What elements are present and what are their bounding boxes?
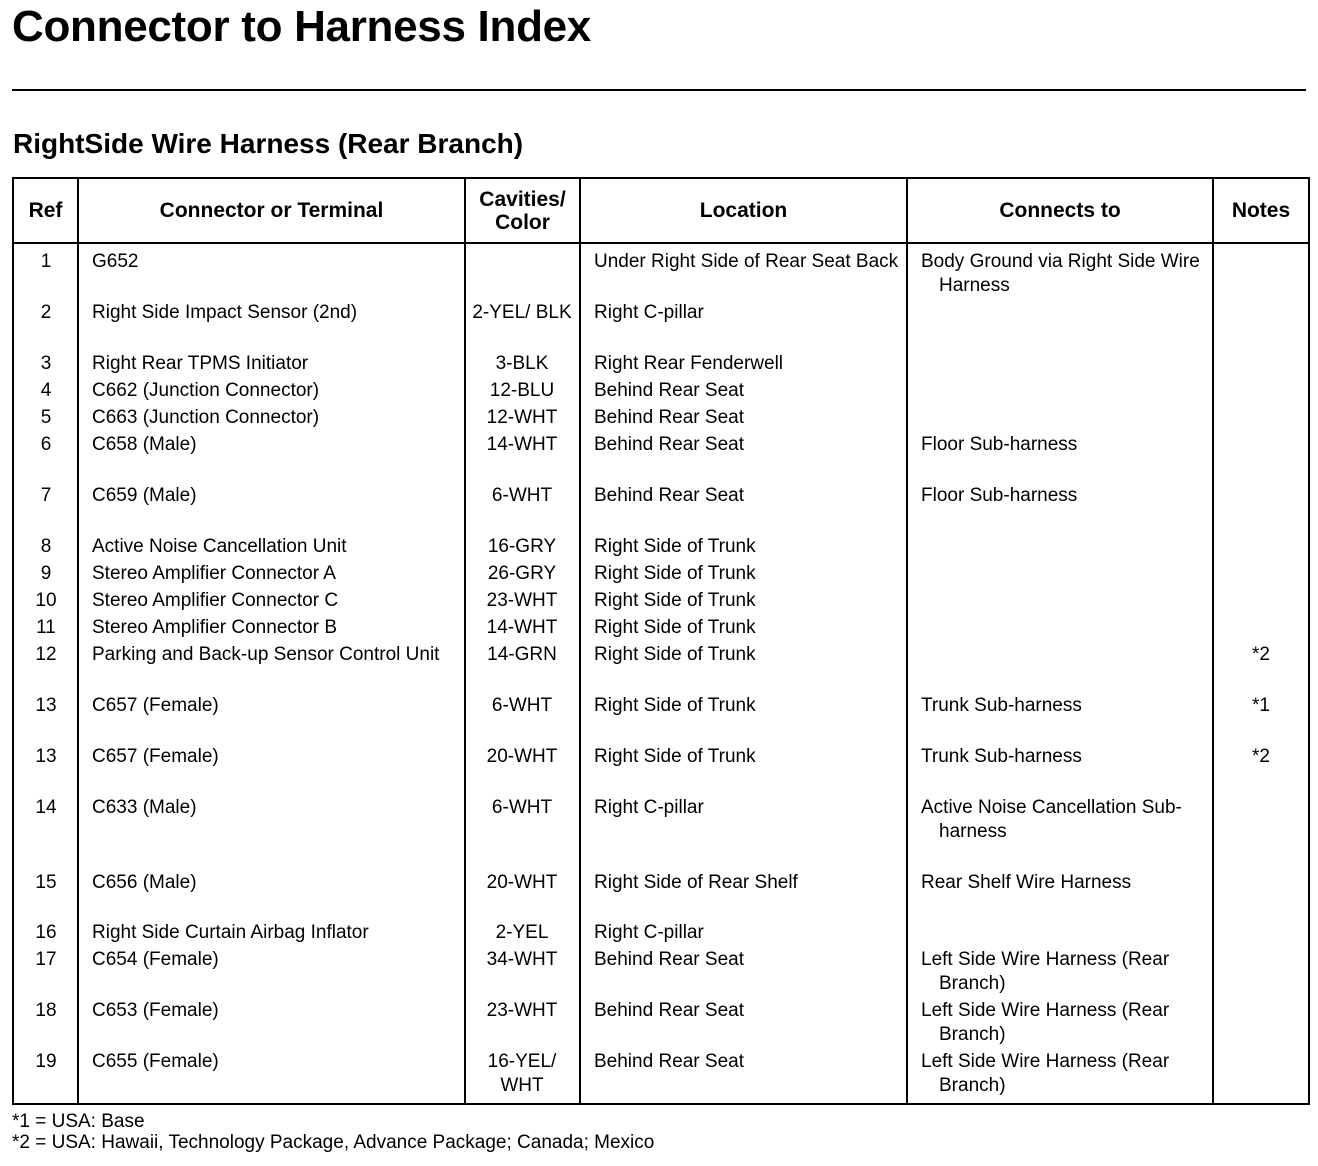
cell-cavities: 20-WHT bbox=[486, 872, 558, 893]
cell-connector: C654 (Female) bbox=[92, 949, 219, 970]
cell-connects-to: Active Noise Cancellation Sub-harness bbox=[921, 797, 1182, 842]
cell-ref: 6 bbox=[40, 434, 52, 455]
cell-ref: 11 bbox=[36, 617, 56, 638]
cell-notes: *1 bbox=[1252, 695, 1270, 716]
cell-ref: 9 bbox=[40, 563, 52, 584]
cell-connector: C659 (Male) bbox=[92, 485, 197, 506]
cell-ref: 5 bbox=[40, 407, 52, 428]
cell-cavities: 14-WHT bbox=[486, 617, 558, 638]
cell-location: Right Side of Trunk bbox=[594, 563, 756, 584]
header-connector: Connector or Terminal bbox=[159, 199, 384, 222]
cell-location: Right C-pillar bbox=[594, 797, 704, 818]
cell-location: Right Side of Rear Shelf bbox=[594, 872, 798, 893]
cell-location: Right Rear Fenderwell bbox=[594, 353, 784, 374]
cell-ref: 17 bbox=[35, 949, 57, 970]
cell-connector: C658 (Male) bbox=[92, 434, 197, 455]
cell-connector: Parking and Back-up Sensor Control Unit bbox=[92, 644, 440, 665]
header-ref: Ref bbox=[28, 199, 63, 222]
cell-notes: *2 bbox=[1252, 746, 1270, 767]
cell-cavities: 20-WHT bbox=[486, 746, 558, 767]
cell-cavities: 12-BLU bbox=[489, 380, 555, 401]
cell-cavities: 6-WHT bbox=[491, 485, 553, 506]
cell-ref: 15 bbox=[35, 872, 57, 893]
cell-location: Behind Rear Seat bbox=[594, 1000, 744, 1021]
harness-index-table bbox=[12, 177, 1310, 1105]
cell-connects-to: Left Side Wire Harness (Rear Branch) bbox=[921, 1000, 1170, 1045]
footnote: *1 = USA: Base bbox=[12, 1111, 145, 1132]
cell-connects-to: Floor Sub-harness bbox=[921, 434, 1078, 455]
cell-location: Behind Rear Seat bbox=[594, 1051, 744, 1072]
cell-location: Right Side of Trunk bbox=[594, 695, 756, 716]
header-connects-to: Connects to bbox=[999, 199, 1121, 222]
cell-location: Behind Rear Seat bbox=[594, 380, 744, 401]
cell-ref: 18 bbox=[35, 1000, 57, 1021]
cell-connects-to: Rear Shelf Wire Harness bbox=[921, 872, 1132, 893]
cell-ref: 13 bbox=[35, 746, 57, 767]
cell-connector: Right Side Impact Sensor (2nd) bbox=[92, 302, 358, 323]
cell-cavities: 23-WHT bbox=[486, 1000, 558, 1021]
cell-ref: 12 bbox=[35, 644, 57, 665]
header-notes: Notes bbox=[1231, 199, 1291, 222]
cell-cavities: 14-GRN bbox=[487, 644, 557, 665]
cell-connector: Active Noise Cancellation Unit bbox=[92, 536, 347, 557]
cell-connects-to: Trunk Sub-harness bbox=[921, 695, 1082, 716]
cell-connects-to: Left Side Wire Harness (Rear Branch) bbox=[921, 949, 1170, 994]
page-title: Connector to Harness Index bbox=[12, 2, 591, 51]
cell-ref: 1 bbox=[40, 251, 52, 272]
header-location: Location bbox=[699, 199, 788, 222]
cell-connects-to: Trunk Sub-harness bbox=[921, 746, 1082, 767]
column-divider bbox=[579, 179, 581, 1103]
cell-location: Under Right Side of Rear Seat Back bbox=[594, 251, 899, 272]
cell-ref: 7 bbox=[40, 485, 52, 506]
cell-location: Behind Rear Seat bbox=[594, 407, 744, 428]
cell-connector: Stereo Amplifier Connector A bbox=[92, 563, 336, 584]
cell-location: Right C-pillar bbox=[594, 302, 704, 323]
cell-connects-to: Body Ground via Right Side Wire Harness bbox=[921, 251, 1200, 296]
cell-ref: 2 bbox=[40, 302, 52, 323]
cell-cavities: 2-YEL/ BLK bbox=[472, 302, 572, 323]
cell-cavities: 23-WHT bbox=[486, 590, 558, 611]
cell-connector: C656 (Male) bbox=[92, 872, 197, 893]
cell-ref: 3 bbox=[40, 353, 52, 374]
cell-cavities: 2-YEL bbox=[495, 922, 549, 943]
section-title: RightSide Wire Harness (Rear Branch) bbox=[13, 128, 524, 159]
cell-cavities: 14-WHT bbox=[486, 434, 558, 455]
cell-connects-to: Floor Sub-harness bbox=[921, 485, 1078, 506]
cell-location: Behind Rear Seat bbox=[594, 434, 744, 455]
cell-cavities: 34-WHT bbox=[486, 949, 558, 970]
cell-notes: *2 bbox=[1252, 644, 1270, 665]
cell-cavities: 26-GRY bbox=[487, 563, 557, 584]
cell-connector: Stereo Amplifier Connector C bbox=[92, 590, 339, 611]
cell-location: Right Side of Trunk bbox=[594, 746, 756, 767]
footnote: *2 = USA: Hawaii, Technology Package, Advance Package; Canada; Mexico bbox=[12, 1132, 655, 1153]
cell-location: Right C-pillar bbox=[594, 922, 704, 943]
cell-connector: Stereo Amplifier Connector B bbox=[92, 617, 338, 638]
cell-ref: 4 bbox=[40, 380, 52, 401]
cell-ref: 10 bbox=[35, 590, 57, 611]
cell-ref: 13 bbox=[35, 695, 57, 716]
cell-location: Right Side of Trunk bbox=[594, 536, 756, 557]
cell-cavities: 16-GRY bbox=[487, 536, 557, 557]
cell-connector: C655 (Female) bbox=[92, 1051, 219, 1072]
cell-connector: C657 (Female) bbox=[92, 695, 219, 716]
cell-location: Right Side of Trunk bbox=[594, 590, 756, 611]
cell-connector: Right Side Curtain Airbag Inflator bbox=[92, 922, 369, 943]
cell-ref: 8 bbox=[40, 536, 52, 557]
cell-location: Behind Rear Seat bbox=[594, 485, 744, 506]
cell-location: Behind Rear Seat bbox=[594, 949, 744, 970]
cell-cavities: 6-WHT bbox=[491, 797, 553, 818]
cell-connector: C653 (Female) bbox=[92, 1000, 219, 1021]
cell-ref: 16 bbox=[35, 922, 57, 943]
cell-connector: G652 bbox=[92, 251, 139, 272]
cell-connector: C657 (Female) bbox=[92, 746, 219, 767]
cell-cavities: 3-BLK bbox=[495, 353, 549, 374]
cell-location: Right Side of Trunk bbox=[594, 644, 756, 665]
cell-connects-to: Left Side Wire Harness (Rear Branch) bbox=[921, 1051, 1170, 1096]
cell-connector: C662 (Junction Connector) bbox=[92, 380, 320, 401]
cell-cavities: 12-WHT bbox=[486, 407, 558, 428]
cell-ref: 19 bbox=[35, 1051, 57, 1072]
cell-cavities: 6-WHT bbox=[491, 695, 553, 716]
cell-cavities: 16-YEL/ WHT bbox=[487, 1051, 557, 1096]
cell-ref: 14 bbox=[35, 797, 57, 818]
cell-connector: Right Rear TPMS Initiator bbox=[92, 353, 309, 374]
header-divider bbox=[14, 242, 1308, 244]
cell-connector: C633 (Male) bbox=[92, 797, 197, 818]
title-divider bbox=[12, 89, 1306, 91]
cell-location: Right Side of Trunk bbox=[594, 617, 756, 638]
cell-connector: C663 (Junction Connector) bbox=[92, 407, 320, 428]
header-cavities: Cavities/ Color bbox=[479, 187, 566, 234]
